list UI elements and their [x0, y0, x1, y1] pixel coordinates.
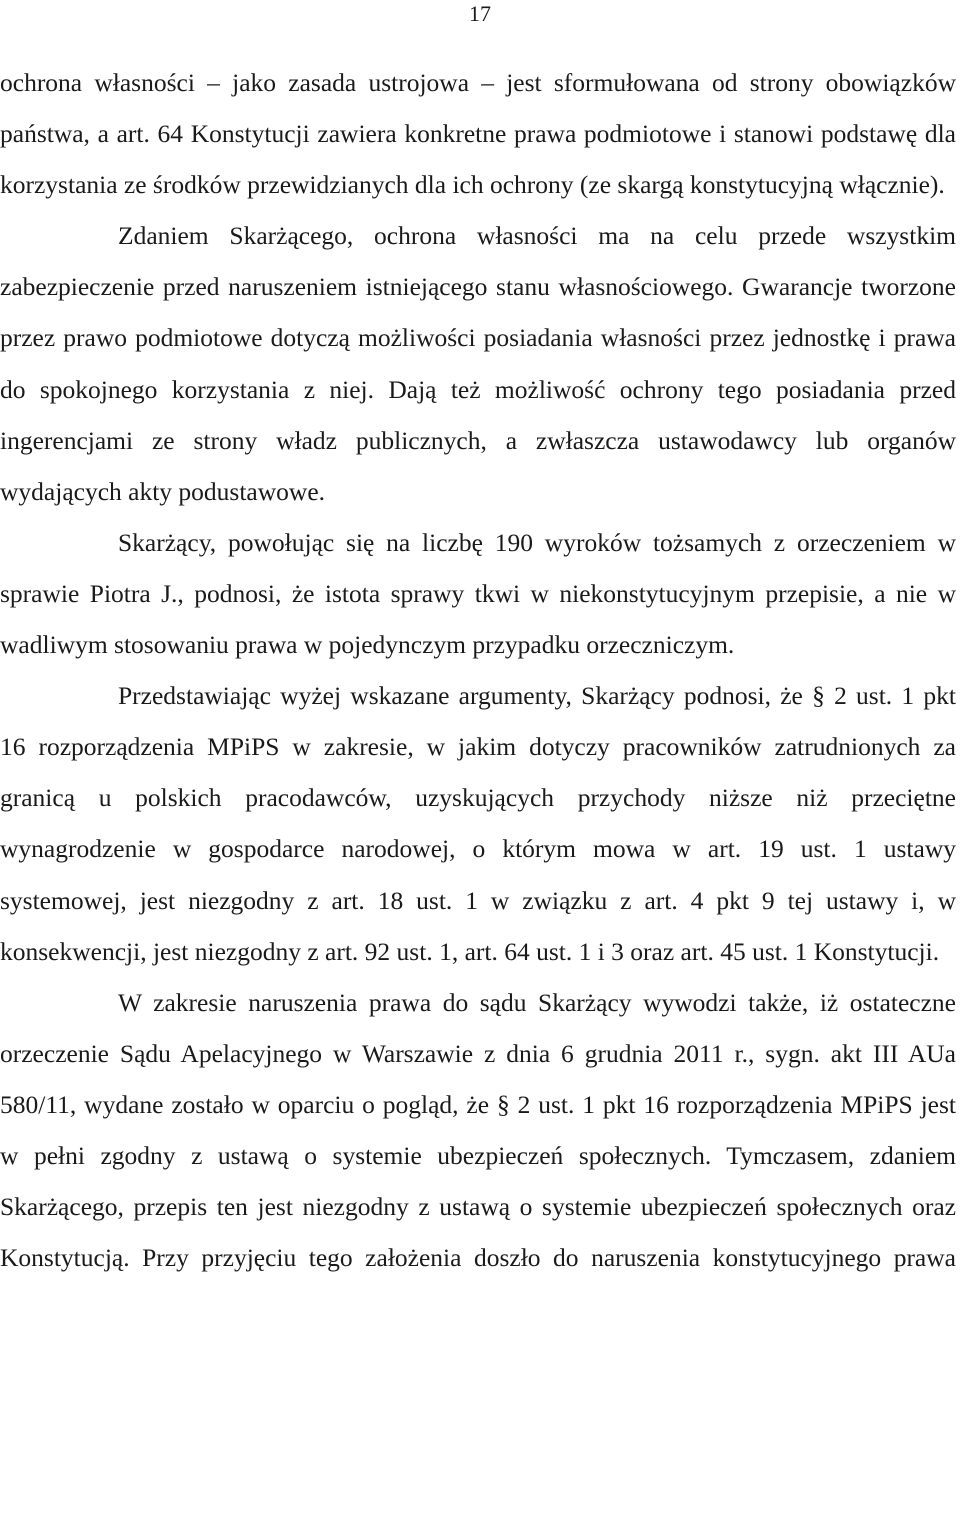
paragraph-right-to-court: W zakresie naruszenia prawa do sądu Skarżący wywodzi także, iż ostateczne orzeczenie Sądu Apelacyjnego w Warszawie z dnia 6 grudnia 2011 r., sygn. akt III AUa 580/11, wydane zostało w oparciu o pogląd, że § 2 ust. 1 pkt 16 rozporządzenia MPiPS jest w pełni zgodny z ustawą o systemie ubezpieczeń społecznych. Tymczasem, zdaniem Skarżącego, przepis ten jest niezgodny z ustawą o systemie ubezpieczeń społecznych oraz Konstytucją. Przy przyjęciu tego założenia doszło do naruszenia konstytucyjnego prawa: [0, 987, 956, 1273]
page-number: 17: [469, 1, 491, 26]
paragraph-property-protection: Zdaniem Skarżącego, ochrona własności ma na celu przede wszystkim zabezpieczenie przed naruszeniem istniejącego stanu własnościowego. Gwarancje tworzone przez prawo podmiotowe dotyczą możliwości posiadania własności przez jednostkę i prawa do spokojnego korzystania z niej. Dają też możliwość ochrony tego posiadania przed ingerencjami ze strony władz publicznych, a zwłaszcza ustawodawcy lub organów wydających akty podustawowe.: [0, 221, 956, 506]
paragraph-190-judgments: Skarżący, powołując się na liczbę 190 wyroków tożsamych z orzeczeniem w sprawie Piotra J., podnosi, że istota sprawy tkwi w niekonstytucyjnym przepisie, a nie w wadliwym stosowaniu prawa w pojedynczym przypadku orzeczniczym.: [0, 527, 956, 660]
document-body: [0, 57, 956, 1283]
paragraph-argument-summary: Przedstawiając wyżej wskazane argumenty, Skarżący podnosi, że § 2 ust. 1 pkt 16 rozporządzenia MPiPS w zakresie, w jakim dotyczy pracowników zatrudnionych za granicą u polskich pracodawców, uzyskujących przychody niższe niż przeciętne wynagrodzenie w gospodarce narodowej, o którym mowa w art. 19 ust. 1 ustawy systemowej, jest niezgodny z art. 18 ust. 1 w związku z art. 4 pkt 9 tej ustawy i, w konsekwencji, jest niezgodny z art. 92 ust. 1, art. 64 ust. 1 i 3 oraz art. 45 ust. 1 Konstytucji.: [0, 681, 956, 966]
paragraph-continuation: ochrona własności – jako zasada ustrojowa – jest sformułowana od strony obowiązków państwa, a art. 64 Konstytucji zawiera konkretne prawa podmiotowe i stanowi podstawę dla korzystania ze środków przewidzianych dla ich ochrony (ze skargą konstytucyjną włącznie).: [0, 68, 956, 200]
